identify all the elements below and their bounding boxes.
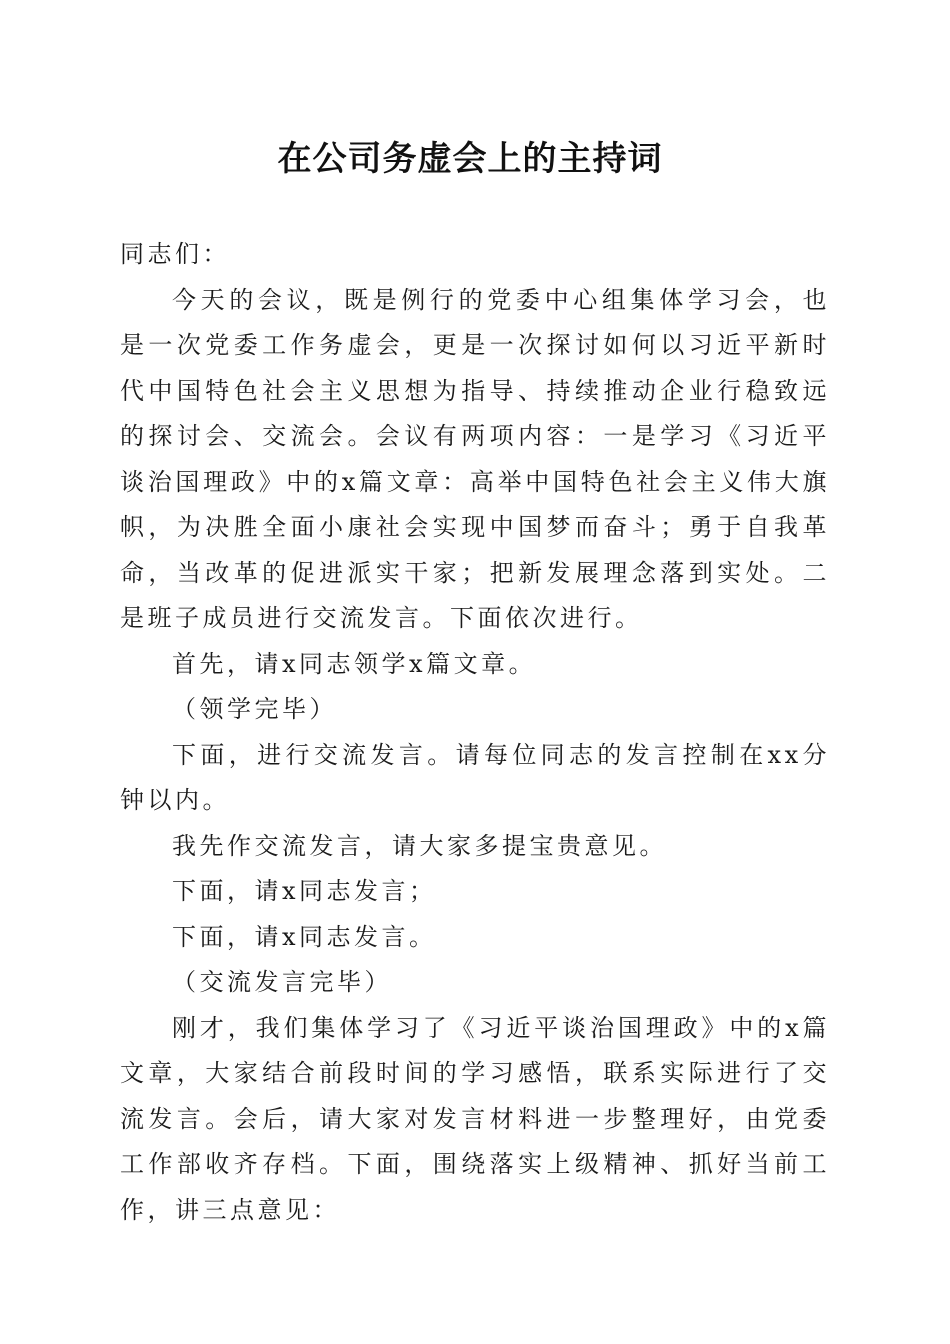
document-title: 在公司务虚会上的主持词	[277, 139, 663, 179]
paragraph-lead-study-done: （领学完毕）	[172, 695, 337, 723]
paragraph-intro: 今天的会议，既是例行的党委中心组集体学习会，也是一次党委工作务虚会，更是一次探讨如何以习近平新时代中国特色社会主义思想为指导、持续推动企业行稳致远的探讨会、交流会。会议有两项内容：一是学习《习近平谈治国理政》中的x篇文章：高举中国特色社会主义伟大旗帜，为决胜全面小康社会实现中国梦而奋斗；勇于自我革命，当改革的促进派实干家；把新发展理念落到实处。二是班子成员进行交流发言。下面依次进行。	[120, 285, 830, 632]
paragraph-summary: 刚才，我们集体学习了《习近平谈治国理政》中的x篇文章，大家结合前段时间的学习感悟，联系实际进行了交流发言。会后，请大家对发言材料进一步整理好，由党委工作部收齐存档。下面，围绕落实上级精神、抓好当前工作，讲三点意见：	[120, 1013, 830, 1224]
salutation: 同志们：	[120, 240, 230, 268]
paragraph-exchange-done: （交流发言完毕）	[172, 968, 392, 996]
paragraph-first-speech: 我先作交流发言，请大家多提宝贵意见。	[172, 831, 667, 860]
paragraph-next-speaker-2: 下面，请x同志发言。	[172, 922, 437, 951]
paragraph-lead-study: 首先，请x同志领学x篇文章。	[172, 649, 537, 678]
paragraph-exchange-start: 下面，进行交流发言。请每位同志的发言控制在xx分钟以内。	[120, 740, 830, 814]
document-body	[120, 232, 830, 1233]
paragraph-next-speaker-1: 下面，请x同志发言；	[172, 877, 437, 905]
